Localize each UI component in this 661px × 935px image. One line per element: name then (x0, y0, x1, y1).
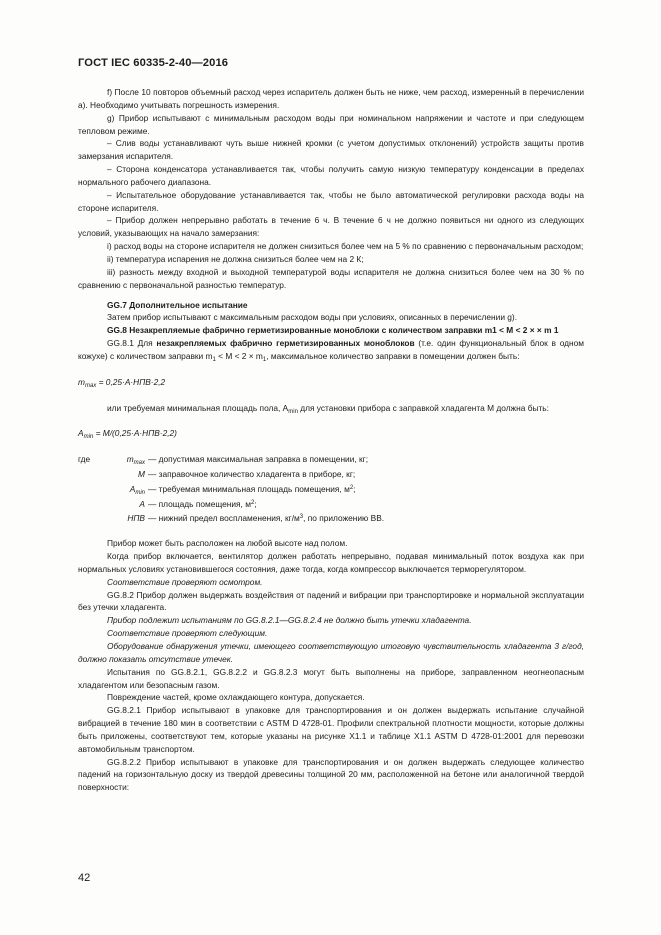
subscript: 1 (262, 356, 267, 363)
definition-text: — заправочное количество хладагента в приборе, кг; (148, 469, 356, 480)
text-run: для установки прибора с заправкой хладагента M должна быть: (297, 402, 549, 413)
definition-symbol (100, 512, 148, 525)
paragraph: GG.8.2.1 Прибор испытывают в упаковке для транспортирования и он должен выдержать испытание случайной вибрацией в течение 180 мин в соответствии с ASTM D 4728-01. Профили спектральной плотности мощности, которые должны быть приложены, соответствуют тем, которые указаны на рисунке X1.1 и таблице X1.1 ASTM D 4728-01:2001 для перевозки автомобильным транспортом. (78, 705, 584, 754)
symbol-subscript: max (133, 460, 145, 467)
definition-text: — нижний предел воспламенения, $кг/м^3$, по приложению ВВ. (148, 513, 385, 524)
formula-expression: = M/(0,25·A·НПВ·2,2) (93, 428, 177, 439)
paragraph: i) расход воды на стороне испарителя не должен снизиться более чем на 5 % по сравнению с первоначальным расходом; (107, 241, 584, 252)
text-run: GG.8.1 Для (107, 338, 157, 349)
paragraph: Прибор может быть расположен на любой высоте над полом. (107, 538, 348, 549)
definition-row (78, 453, 584, 468)
text-run: < M < 2 × m (215, 350, 263, 361)
paragraph (78, 402, 584, 415)
text-run: , максимальное количество заправки в помещении должен быть: (266, 350, 520, 361)
definition-text: — площадь помещения, $м^2$; (148, 498, 257, 509)
subscript: 1 (212, 356, 216, 363)
definition-text: — требуемая минимальная площадь помещения, $м^2$; (148, 483, 356, 494)
definition-row (78, 498, 584, 513)
paragraph: f) После 10 повторов объемный расход через испаритель должен быть не ниже, чем расход, измеренный в перечислении а). Необходимо учитывать погрешность измерения. (78, 87, 584, 110)
symbol: A (129, 483, 136, 494)
page-number: 42 (78, 872, 91, 884)
page-body (78, 86, 584, 794)
paragraph: Повреждение частей, кроме охлаждающего контура, допускается. (107, 692, 365, 703)
definition-symbol (100, 468, 148, 481)
paragraph: – Испытательное оборудование устанавливается так, чтобы не было автоматической регулировки расхода воды на стороне испарителя. (78, 189, 584, 213)
symbol-subscript: min (135, 489, 145, 496)
formula-symbol: A (78, 428, 84, 439)
definitions-list (78, 453, 584, 527)
subscript: min (288, 408, 298, 415)
definition-symbol (100, 498, 148, 511)
section-heading-gg8: GG.8 Незакрепляемые фабрично герметизированные моноблоки с количеством заправки m1 < M < 2 × × m 1 (107, 325, 559, 336)
page-header: ГОСТ IEC 60335-2-40—2016 (78, 57, 229, 69)
paragraph: – Сторона конденсатора устанавливается так, чтобы получить самую низкую температуру конденсации в пределах нормального рабочего диапазона. (78, 164, 584, 187)
unit-superscript: 2 (349, 484, 354, 491)
unit-superscript: 3 (299, 514, 304, 521)
formula-mmax (78, 376, 584, 389)
definition-row (78, 483, 584, 498)
where-label: где (78, 454, 91, 465)
definition-symbol (100, 453, 148, 466)
paragraph: – Слив воды устанавливают чуть выше нижней кромки (с учетом допустимых отклонений) устройств защиты против замерзания испарителя. (78, 138, 584, 162)
text-run: (т.е. один функциональный блок в одном кожухе) с количеством заправки m (78, 338, 584, 361)
definition-symbol (100, 483, 148, 496)
paragraph: iii) разность между входной и выходной температурой воды испарителя не должна снизиться более чем на 30 % по сравнению с первоначальной разностью температур. (78, 266, 584, 290)
unit-superscript: 2 (250, 499, 255, 506)
paragraph: GG.8.2.2 Прибор испытывают в упаковке для транспортирования и он должен выдержать следующее количество падений на горизонтальную доску из твердой древесины толщиной 20 мм, расположенной на бетоне или аналогичной твердой поверхности: (78, 756, 584, 793)
paragraph: Затем прибор испытывают с максимальным расходом воды при условиях, описанных в перечислении g). (107, 312, 518, 323)
bold-term: незакрепляемых фабрично герметизированных моноблоков (156, 338, 415, 349)
compliance-note: Соответствие проверяют следующим. (107, 628, 268, 639)
formula-subscript: max (84, 382, 97, 389)
paragraph-gg8-1 (78, 337, 584, 363)
paragraph: g) Прибор испытывают с минимальным расходом воды при номинальном напряжении и частоте и при следующем тепловом режиме. (78, 112, 584, 136)
section-heading-gg7: GG.7 Дополнительное испытание (107, 299, 248, 310)
symbol: A (139, 498, 145, 509)
formula-subscript: min (83, 434, 94, 441)
formula-amin (78, 427, 584, 440)
compliance-note: Соответствие проверяют осмотром. (107, 576, 263, 587)
formula-symbol: m (78, 376, 85, 387)
formula-expression: = 0,25·A·НПВ·2,2 (96, 376, 166, 387)
paragraph: GG.8.2 Прибор должен выдержать воздействия от падений и вибрации при транспортировке и нормальной эксплуатации без утечки хладагента. (78, 589, 584, 613)
text-run: или требуемая минимальная площадь пола, A (107, 402, 289, 413)
definition-row (78, 512, 584, 527)
definition-row (78, 468, 584, 483)
compliance-note: Оборудование обнаружения утечки, имеющего соответствующую итоговую чувствительность хладагента 3 г/год, должно показать отсутствие утечек. (78, 640, 584, 664)
compliance-note: Прибор подлежит испытаниям по GG.8.2.1—GG.8.2.4 не должно быть утечки хладагента. (107, 615, 472, 626)
symbol: M (138, 469, 145, 480)
paragraph: – Прибор должен непрерывно работать в течение 6 ч. В течение 6 ч не должно появиться ни одного из следующих условий, указывающих на начало замерзания: (78, 215, 584, 239)
symbol: m (126, 454, 134, 465)
paragraph: Испытания по GG.8.2.1, GG.8.2.2 и GG.8.2.3 могут быть выполнены на приборе, заправленном неогнеопасным хладагентом или безопасным газом. (78, 666, 584, 690)
paragraph: ii) температура испарения не должна снизиться более чем на 2 К; (107, 253, 364, 264)
paragraph: Когда прибор включается, вентилятор должен работать непрерывно, подавая минимальный поток воздуха как при нормальных условиях установившегося состояния, даже тогда, когда компрессор выключается терморегулятором. (78, 551, 584, 574)
definition-text: — допустимая максимальная заправка в помещении, кг; (148, 454, 369, 465)
symbol: НПВ (127, 513, 145, 524)
